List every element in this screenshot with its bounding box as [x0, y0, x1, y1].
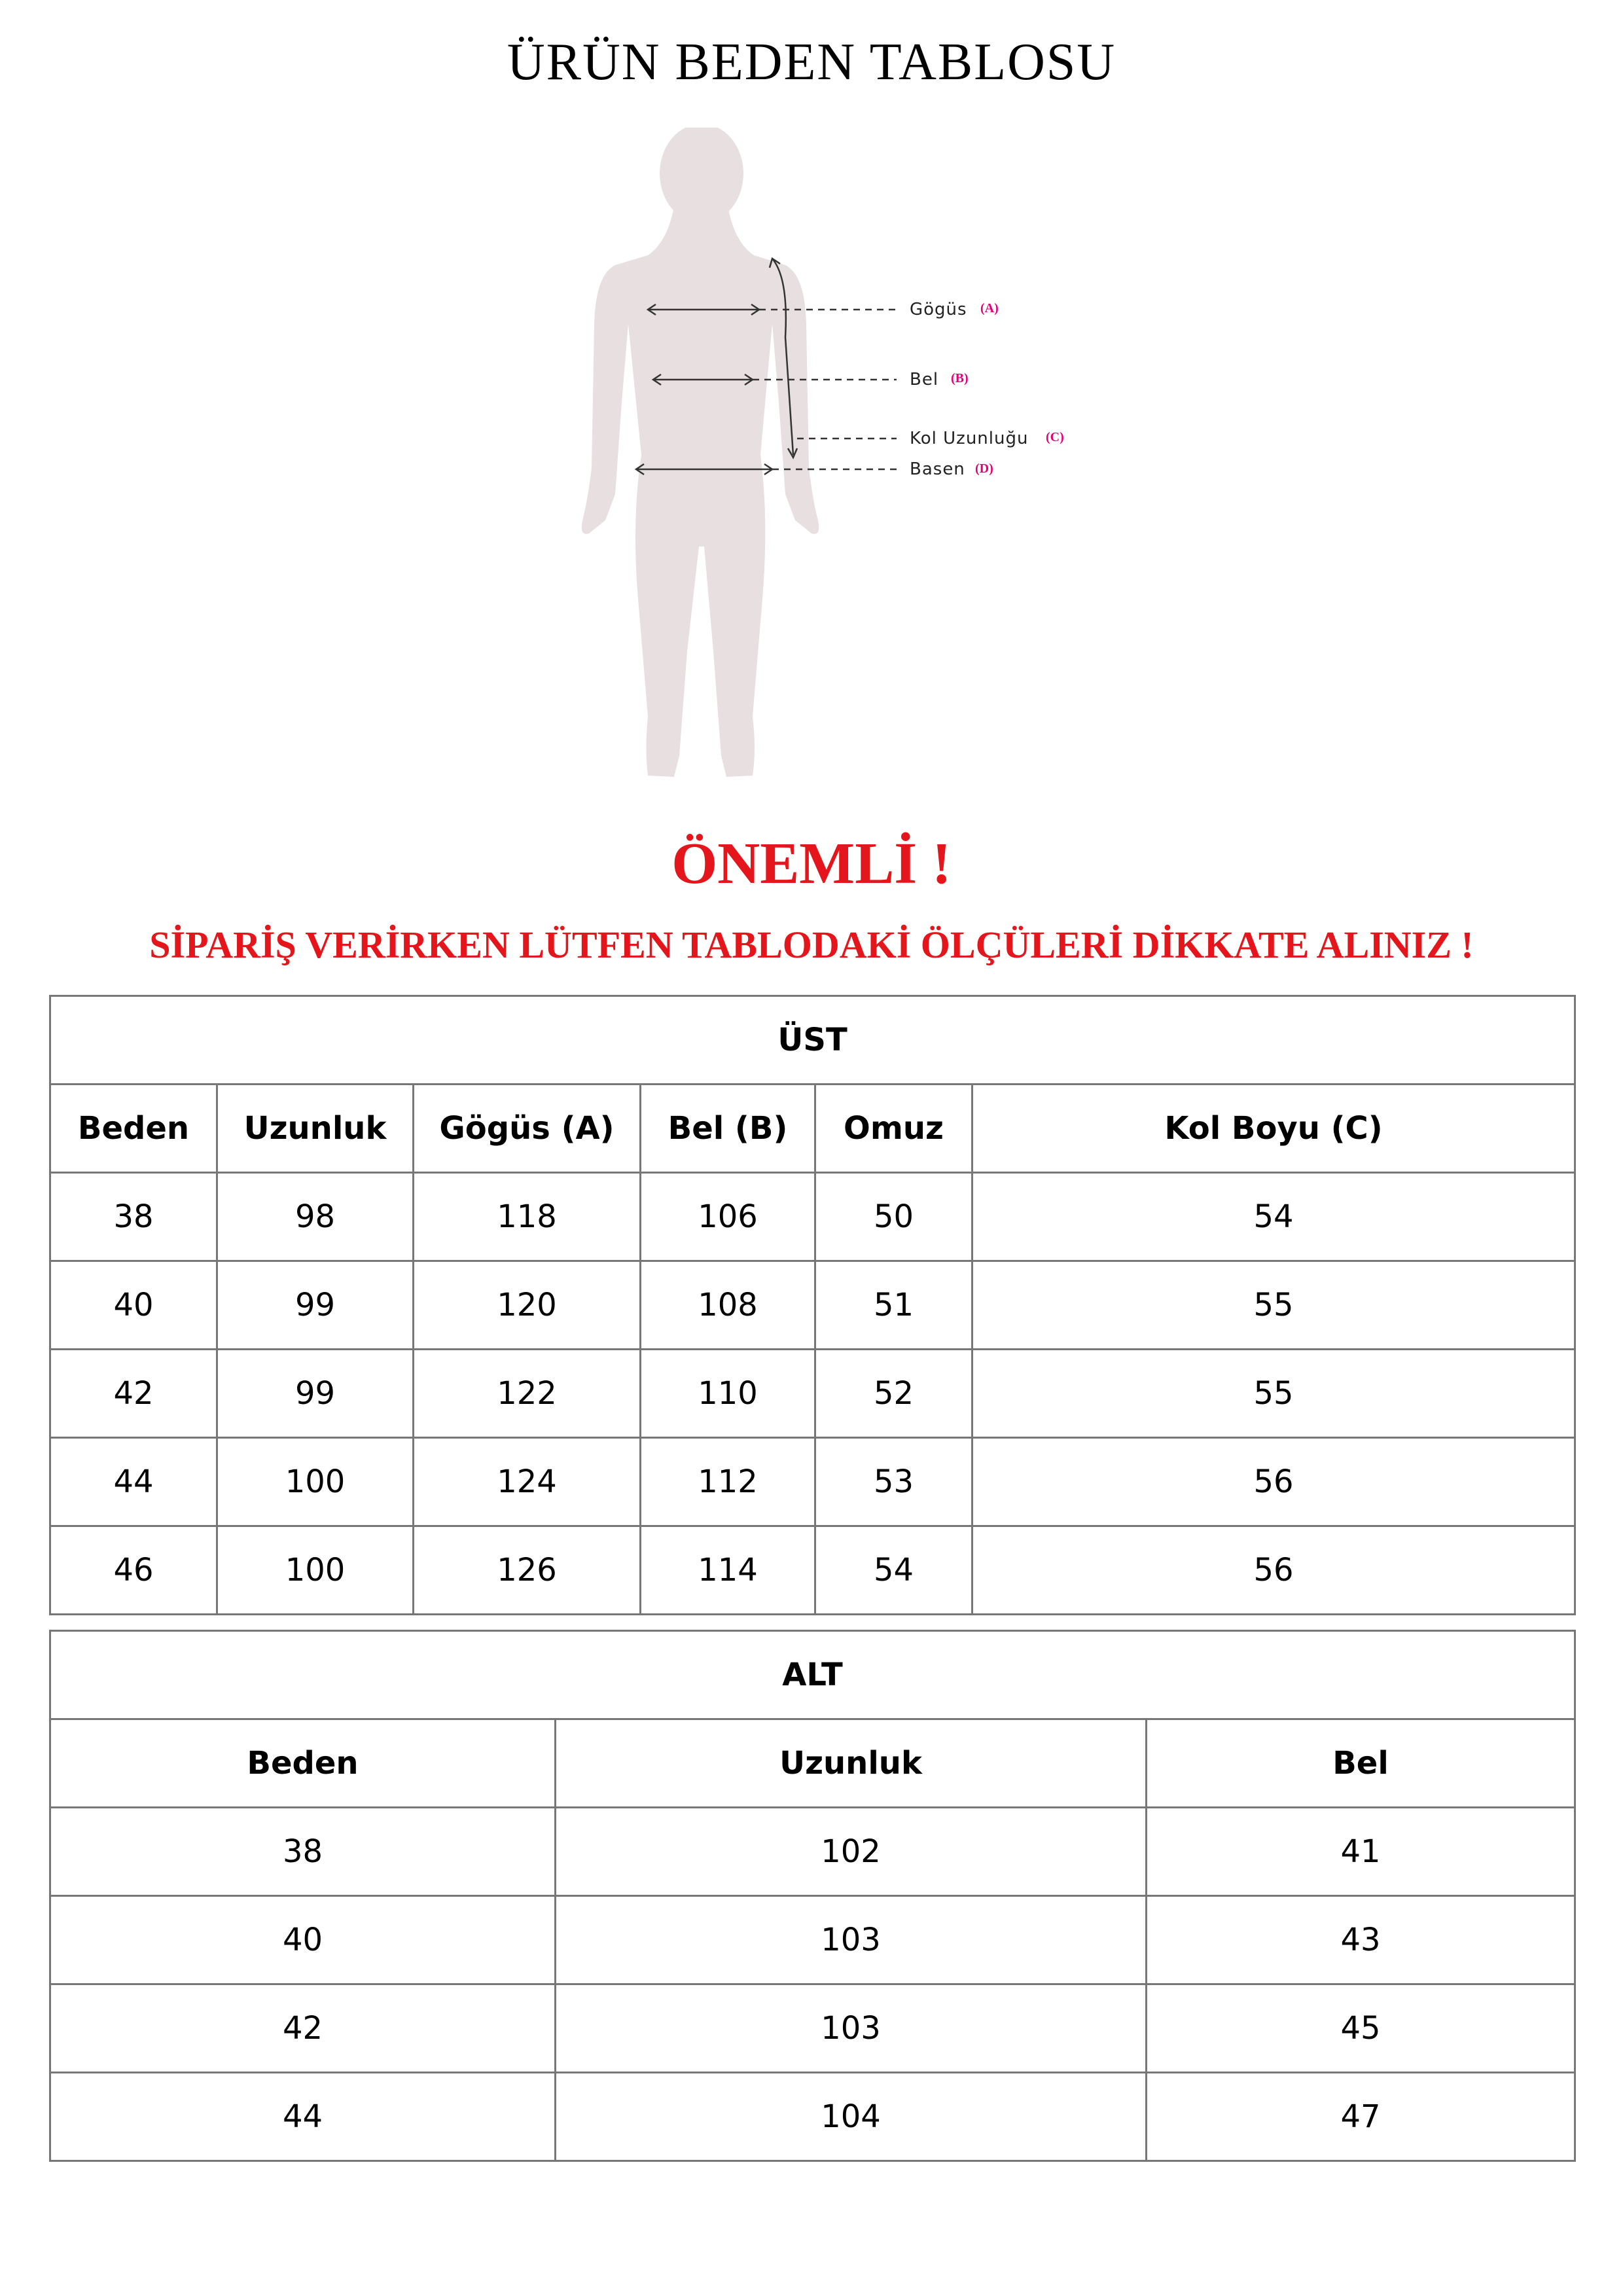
- table-title-row: [50, 996, 1575, 1085]
- table-cell: 108: [641, 1261, 815, 1350]
- label-sleeve-code: (C): [1046, 430, 1064, 444]
- upper-table-title: ÜST: [50, 996, 1575, 1085]
- lower-table-title: ALT: [50, 1631, 1575, 1719]
- table-cell: 120: [414, 1261, 641, 1350]
- table-cell: 42: [50, 1984, 556, 2073]
- table-row: [50, 2073, 1575, 2161]
- table-cell: 100: [217, 1526, 414, 1615]
- label-hip-code: (D): [975, 461, 993, 476]
- table-header-row: [50, 1719, 1575, 1808]
- table-cell: 99: [217, 1350, 414, 1438]
- table-cell: 103: [556, 1984, 1147, 2073]
- table-cell: 106: [641, 1173, 815, 1261]
- column-header: Kol Boyu (C): [972, 1085, 1575, 1173]
- table-cell: 100: [217, 1438, 414, 1526]
- table-cell: 45: [1147, 1984, 1575, 2073]
- page-title: ÜRÜN BEDEN TABLOSU: [507, 33, 1116, 91]
- table-header-row: [50, 1085, 1575, 1173]
- table-cell: 104: [556, 2073, 1147, 2161]
- table-cell: 38: [50, 1808, 556, 1896]
- lower-size-table: [49, 1630, 1576, 2162]
- table-cell: 122: [414, 1350, 641, 1438]
- table-cell: 56: [972, 1526, 1575, 1615]
- label-waist: Bel: [910, 370, 939, 389]
- label-chest: Gögüs: [910, 300, 967, 319]
- table-cell: 52: [815, 1350, 972, 1438]
- table-cell: 40: [50, 1261, 217, 1350]
- table-row: [50, 1896, 1575, 1984]
- table-cell: 43: [1147, 1896, 1575, 1984]
- column-header: Uzunluk: [217, 1085, 414, 1173]
- table-row: [50, 1261, 1575, 1350]
- label-waist-code: (B): [951, 371, 969, 386]
- column-header: Beden: [50, 1085, 217, 1173]
- table-row: [50, 1526, 1575, 1615]
- important-heading: ÖNEMLİ !: [671, 831, 952, 896]
- table-cell: 54: [815, 1526, 972, 1615]
- table-cell: 46: [50, 1526, 217, 1615]
- female-silhouette: [582, 128, 819, 777]
- table-row: [50, 1350, 1575, 1438]
- table-cell: 55: [972, 1350, 1575, 1438]
- table-cell: 99: [217, 1261, 414, 1350]
- table-cell: 103: [556, 1896, 1147, 1984]
- table-cell: 40: [50, 1896, 556, 1984]
- table-cell: 47: [1147, 2073, 1575, 2161]
- column-header: Gögüs (A): [414, 1085, 641, 1173]
- table-cell: 110: [641, 1350, 815, 1438]
- warning-text: SİPARİŞ VERİRKEN LÜTFEN TABLODAKİ ÖLÇÜLERİ DİKKATE ALINIZ !: [149, 924, 1474, 966]
- label-chest-code: (A): [980, 301, 999, 315]
- table-cell: 50: [815, 1173, 972, 1261]
- column-header: Omuz: [815, 1085, 972, 1173]
- table-cell: 53: [815, 1438, 972, 1526]
- table-cell: 98: [217, 1173, 414, 1261]
- table-cell: 112: [641, 1438, 815, 1526]
- table-cell: 126: [414, 1526, 641, 1615]
- table-cell: 44: [50, 2073, 556, 2161]
- column-header: Uzunluk: [556, 1719, 1147, 1808]
- table-cell: 124: [414, 1438, 641, 1526]
- table-row: [50, 1438, 1575, 1526]
- table-row: [50, 1173, 1575, 1261]
- table-cell: 114: [641, 1526, 815, 1615]
- table-cell: 118: [414, 1173, 641, 1261]
- table-row: [50, 1984, 1575, 2073]
- table-cell: 38: [50, 1173, 217, 1261]
- table-cell: 44: [50, 1438, 217, 1526]
- table-cell: 55: [972, 1261, 1575, 1350]
- table-cell: 102: [556, 1808, 1147, 1896]
- table-cell: 41: [1147, 1808, 1575, 1896]
- table-cell: 51: [815, 1261, 972, 1350]
- body-measurement-figure: [576, 128, 1073, 795]
- table-cell: 54: [972, 1173, 1575, 1261]
- body-silhouette-diagram: [576, 128, 1073, 795]
- table-cell: 56: [972, 1438, 1575, 1526]
- column-header: Bel: [1147, 1719, 1575, 1808]
- column-header: Beden: [50, 1719, 556, 1808]
- column-header: Bel (B): [641, 1085, 815, 1173]
- table-title-row: [50, 1631, 1575, 1719]
- measurement-labels: [910, 300, 1064, 479]
- upper-size-table: [49, 995, 1576, 1615]
- label-sleeve: Kol Uzunluğu: [910, 429, 1029, 448]
- table-row: [50, 1808, 1575, 1896]
- table-cell: 42: [50, 1350, 217, 1438]
- label-hip: Basen: [910, 459, 965, 479]
